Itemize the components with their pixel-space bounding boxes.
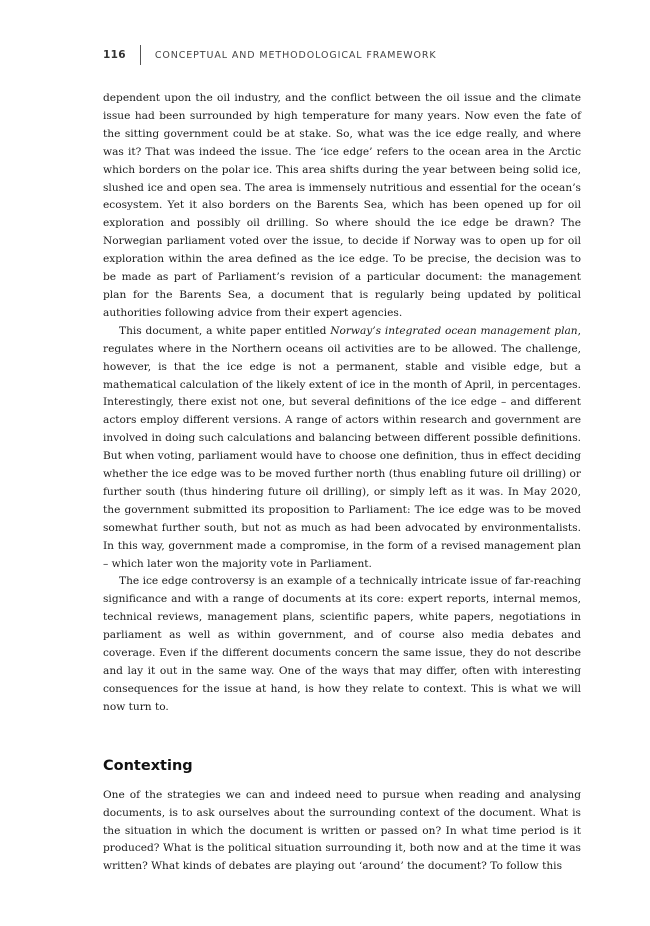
header-divider — [140, 45, 141, 65]
paragraph-2 — [103, 323, 581, 574]
page-number: 116 — [103, 49, 126, 61]
section-paragraph-1: One of the strategies we can and indeed need to pursue when reading and analysing documents, is to ask ourselves about the surrounding context of the document. What is the situation in which the document is written or passed on? In what time period is it produced? What is the political situation surrounding it, both now and at the time it was written? What kinds of debates are playing out ‘around’ the document? To follow this — [103, 788, 581, 873]
section-heading: Contexting — [103, 757, 193, 774]
document-title-italic: Norway’s integrated ocean management plan — [330, 324, 578, 337]
body-text — [103, 90, 581, 876]
running-head-title: CONCEPTUAL AND METHODOLOGICAL FRAMEWORK — [154, 49, 437, 61]
paragraph-3: The ice edge controversy is an example of a technically intricate issue of far-reaching significance and with a range of documents at its core: expert reports, internal memos, technical reviews, management plans, scientific papers, white papers, negotiations in parliament as well as within government, and of course also media debates and coverage. Even if the different documents concern the same issue, they do not describe and lay it out in the same way. One of the ways that may differ, often with interesting consequences for the issue at hand, is how they relate to context. This is what we will now turn to. — [103, 575, 581, 713]
paragraph-2-lead: This document, a white paper entitled — [119, 324, 331, 337]
paragraph-2-rest: , regulates where in the Northern oceans oil activities are to be allowed. The challenge, however, is that the ice edge is not a permanent, stable and visible edge, but a mathematical calculation of the likely extent of ice in the month of April, in percentages. Interestingly, there exist not one, but several definitions of the ice edge – and different actors employ different versions. A range of actors within research and government are involved in doing such calculations and balancing between different possible definitions. But when voting, parliament would have to choose one definition, thus in effect deciding whether the ice edge was to be moved further north (thus enabling future oil drilling) or further south (thus hindering future oil drilling), or simply left as it was. In May 2020, the government submitted its proposition to Parliament: The ice edge was to be moved somewhat further south, but not as much as had been advocated by environmentalists. In this way, government made a compromise, in the form of a revised management plan – which later won the majority vote in Parliament. — [103, 324, 581, 570]
paragraph-1: dependent upon the oil industry, and the conflict between the oil issue and the climate issue had been surrounded by high temperature for many years. Now even the fate of the sitting government could be at stake. So, what was the ice edge really, and where was it? That was indeed the issue. The ‘ice edge’ refers to the ocean area in the Arctic which borders on the polar ice. This area shifts during the year between being solid ice, slushed ice and open sea. The area is immensely nutritious and essential for the ocean’s ecosystem. Yet it also borders on the Barents Sea, which has been opened up for oil exploration and possibly oil drilling. So where should the ice edge be drawn? The Norwegian parliament voted over the issue, to decide if Norway was to open up for oil exploration within the area defined as the ice edge. To be precise, the decision was to be made as part of Parliament’s revision of a particular document: the management plan for the Barents Sea, a document that is regularly being updated by political authorities following advice from their expert agencies. — [103, 92, 581, 319]
running-head — [103, 46, 437, 64]
